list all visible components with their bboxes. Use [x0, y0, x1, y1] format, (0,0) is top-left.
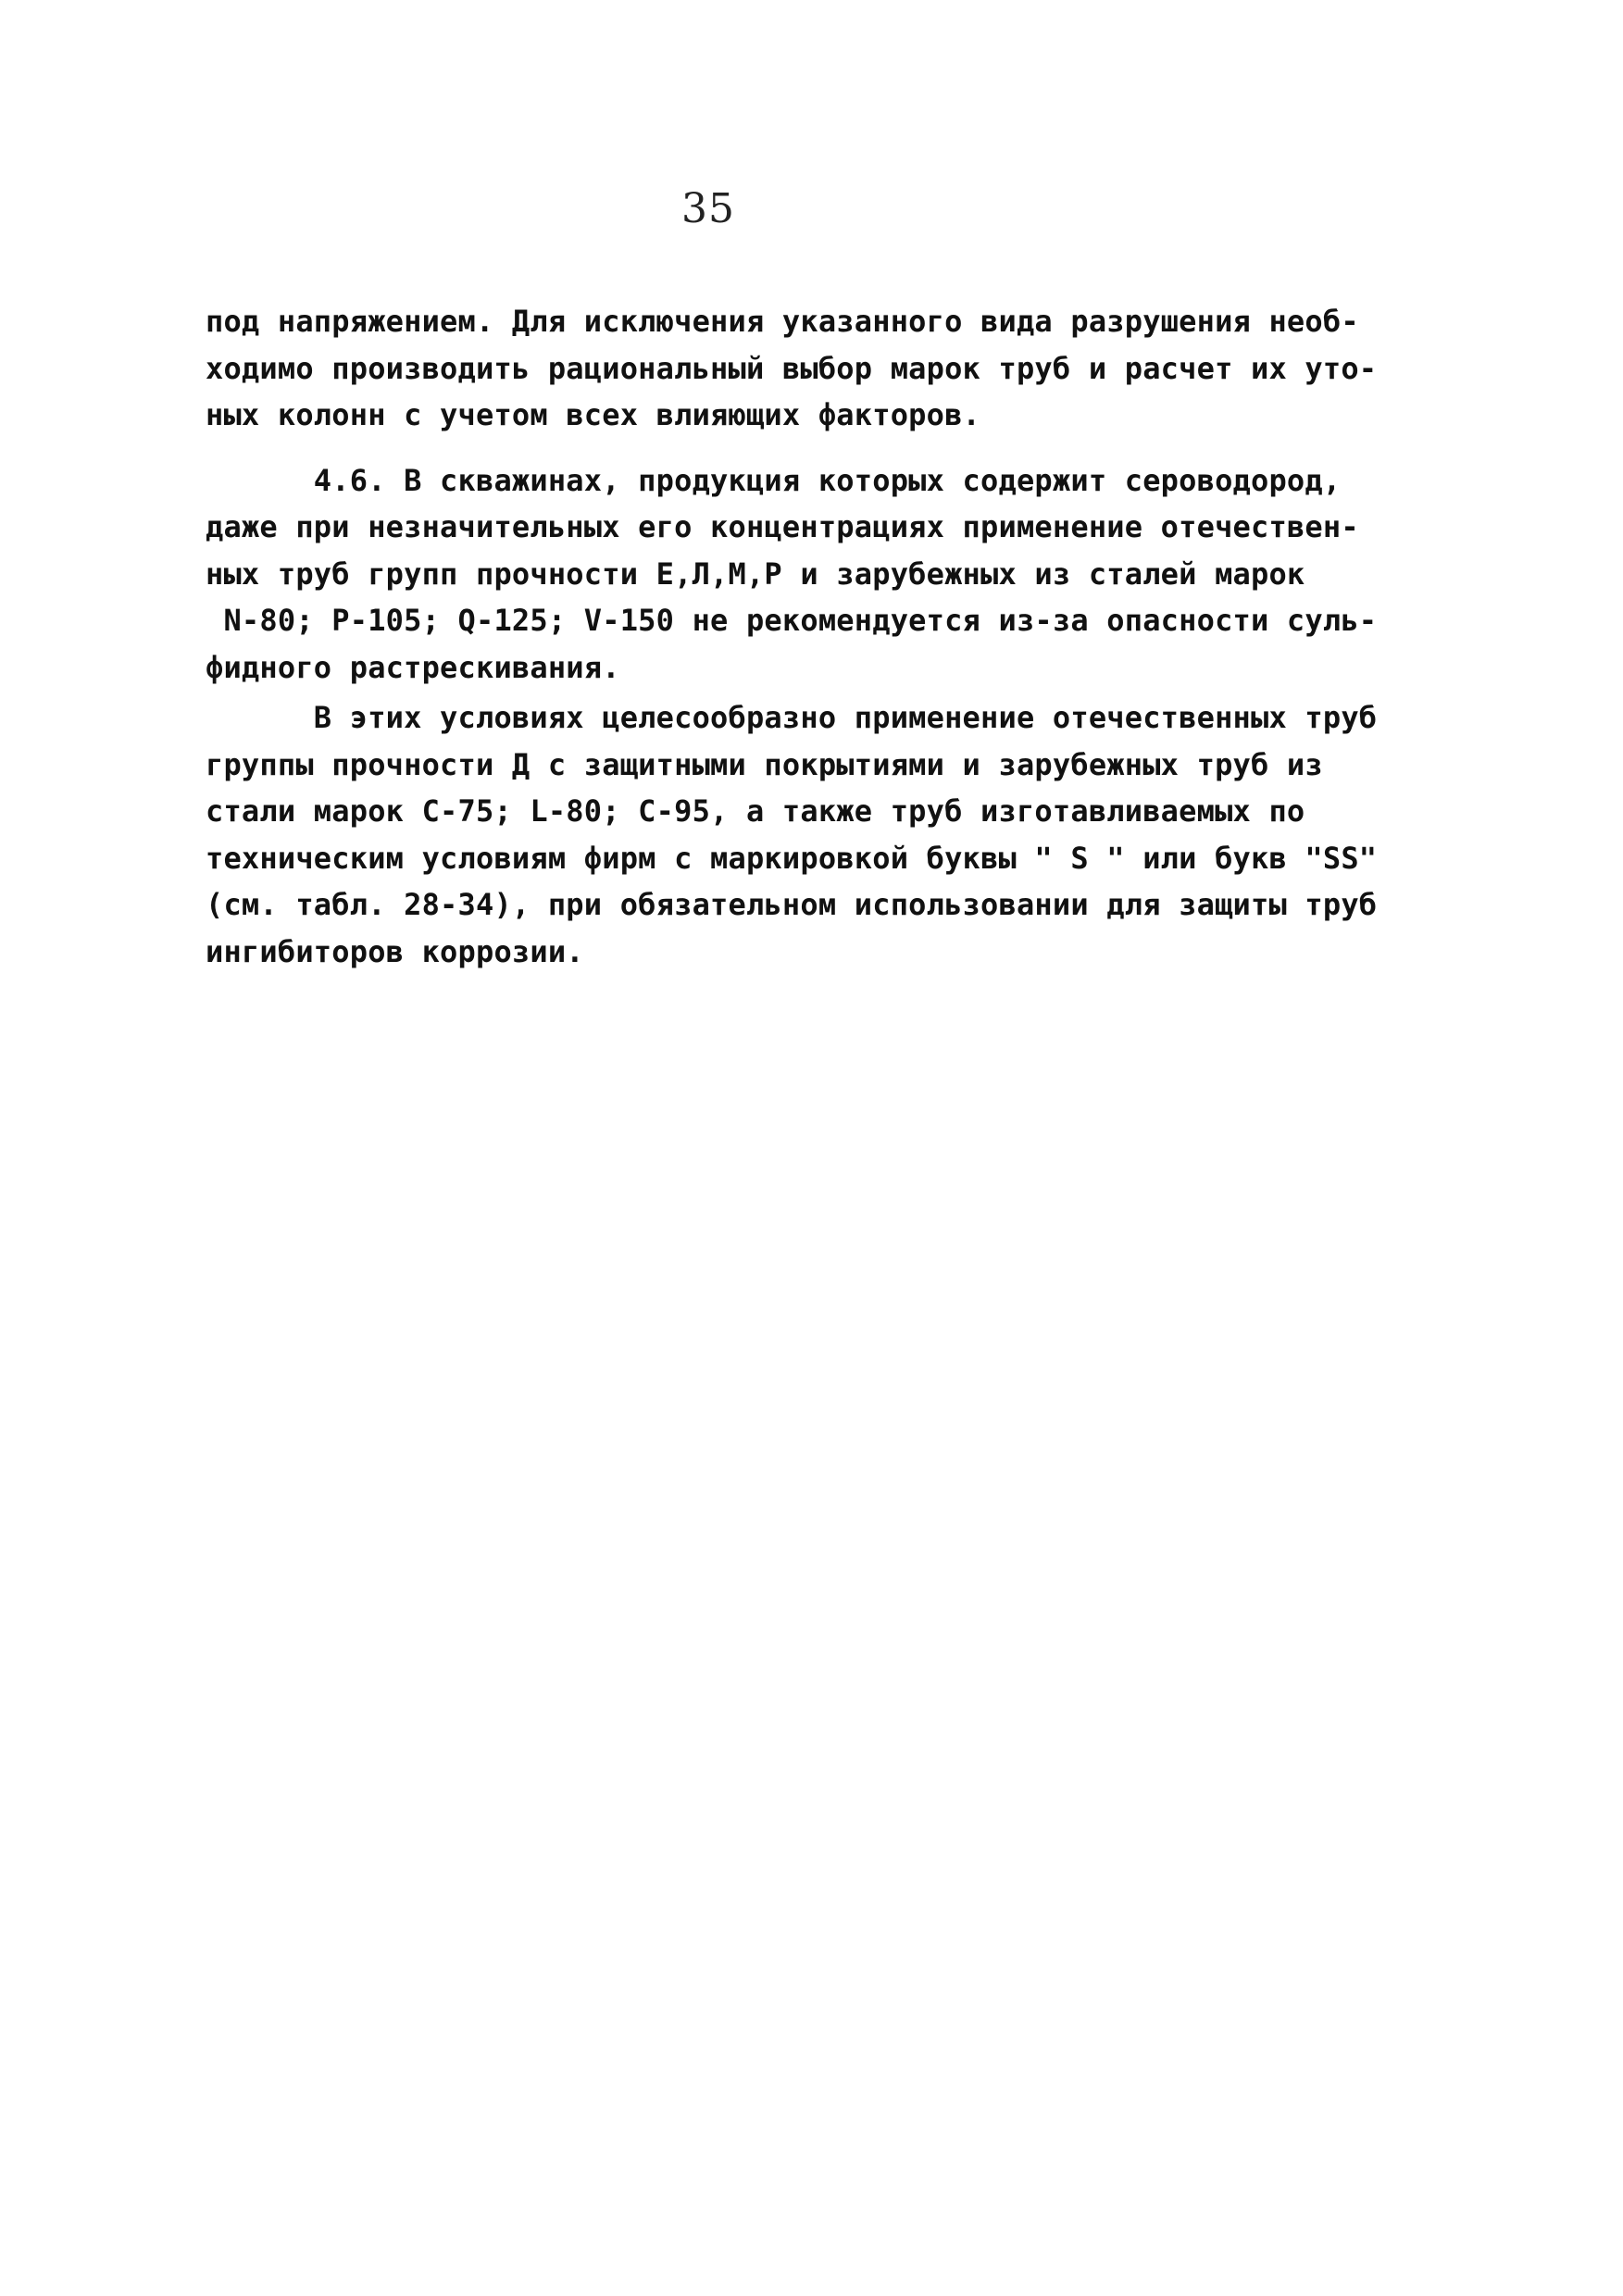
paragraph: [206, 298, 1409, 439]
paragraph: [206, 457, 1409, 692]
text-line: N-80; Р-105; Q-125; V-150 не рекомендуется из-за опасности суль-: [206, 603, 1378, 638]
text-line: техническим условиям фирм с маркировкой буквы " S " или букв "SS": [206, 840, 1378, 876]
text-line: (см. табл. 28-34), при обязательном использовании для защиты труб: [206, 887, 1378, 922]
text-line: 4.6. В скважинах, продукция которых содержит сероводород,: [206, 462, 1342, 498]
text-line: даже при незначительных его концентрациях применение отечествен-: [206, 509, 1359, 544]
text-line: под напряжением. Для исключения указанного вида разрушения необ-: [206, 304, 1359, 339]
text-line: фидного растрескивания.: [206, 649, 620, 685]
text-line: стали марок С-75; L-80; С-95, а также труб изготавливаемых по: [206, 793, 1305, 829]
text-line: ных труб групп прочности Е,Л,М,Р и зарубежных из сталей марок: [206, 555, 1305, 592]
page-number: 35: [681, 185, 735, 232]
text-line: ходимо производить рациональный выбор марок труб и расчет их уто-: [206, 350, 1378, 386]
text-line: группы прочности Д с защитными покрытиями и зарубежных труб из: [206, 746, 1323, 782]
text-line: ных колонн с учетом всех влияющих факторов.: [206, 397, 981, 432]
paragraph: [206, 694, 1409, 975]
text-line: ингибиторов коррозии.: [206, 933, 584, 969]
text-line: В этих условиях целесообразно применение отечественных труб: [206, 700, 1378, 735]
body-text: [206, 298, 1409, 975]
paragraph-gap: [206, 439, 1409, 457]
